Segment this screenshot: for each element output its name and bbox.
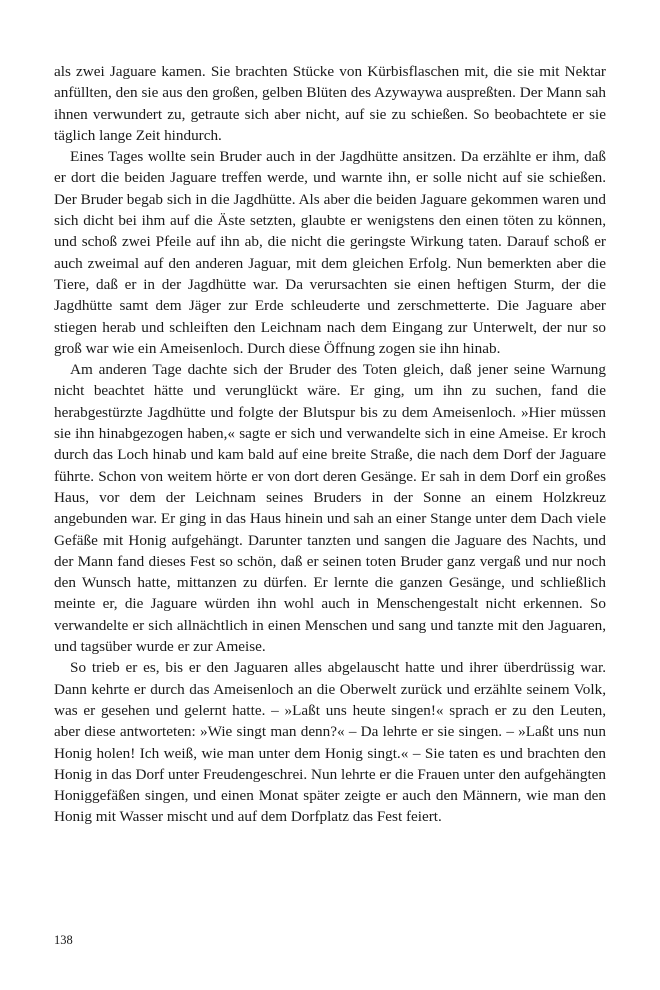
paragraph-2: Eines Tages wollte sein Bruder auch in der Jagdhütte ansitzen. Da erzählte er ihm, daß er dort die beiden Jaguare treffen werde, und warnte ihn, er solle nicht auf sie schießen. Der Bruder begab sich in die Jagdhütte. Als aber die beiden Jaguare gekommen waren und sich dicht bei ihm auf die Äste setzten, glaubte er wenigstens den einen töten zu können, und schoß zwei Pfeile auf ihn ab, die nicht die geringste Wirkung taten. Darauf schoß er auch zweimal auf den anderen Jaguar, mit dem gleichen Erfolg. Nun bemerkten aber die Tiere, daß er in der Jagdhütte war. Da verursachten sie einen heftigen Sturm, der die Jagdhütte samt dem Jäger zur Erde schleuderte und zerschmetterte. Die Jaguare aber stiegen herab und schleiften den Leichnam nach dem Eingang zur Unterwelt, der nur so groß war wie ein Ameisenloch. Durch diese Öffnung zogen sie ihn hinab. <box>54 148 606 357</box>
paragraph-3: Am anderen Tage dachte sich der Bruder des Toten gleich, daß jener seine Warnung nicht beachtet hätte und verunglückt wäre. Er ging, um ihn zu suchen, fand die herabgestürzte Jagdhütte und folgte der Blutspur bis zu dem Ameisenloch. »Hier müssen sie ihn hinabgezogen haben,« sagte er sich und verwandelte sich in eine Ameise. Er kroch durch das Loch hinab und kam bald auf eine breite Straße, die nach dem Dorf der Jaguare führte. Schon von weitem hörte er von dort deren Gesänge. Er sah in dem Dorf ein großes Haus, vor dem der Leichnam seines Bruders in der Sonne an einem Holzkreuz angebunden war. Er ging in das Haus hinein und sah an einer Stange unter dem Dach viele Gefäße mit Honig aufgehängt. Darunter tanzten und sangen die Jaguare des Nachts, und der Mann fand dieses Fest so schön, daß er seinen toten Bruder ganz vergaß und nur noch den Wunsch hatte, mittanzen zu dürfen. Er lernte die ganzen Gesänge, und schließlich meinte er, die Jaguare würden ihn wohl auch in Menschengestalt nicht erkennen. So verwandelte er sich allnächtlich in einen Menschen und sang und tanzte mit den Jaguaren, und tagsüber wurde er zur Ameise. <box>54 361 606 656</box>
page-number: 138 <box>54 933 73 947</box>
paragraph-1: als zwei Jaguare kamen. Sie brachten Stücke von Kürbisflaschen mit, die sie mit Nektar anfüllten, den sie aus den großen, gelben Blüten des Azywaywa ausprеßten. Der Mann sah ihnen verwundert zu, getraute sich aber nicht, auf sie zu schießen. So beobachtete er sie täglich lange Zeit hindurch. <box>54 63 606 144</box>
paragraph-4: So trieb er es, bis er den Jaguaren alles abgelauscht hatte und ihrer überdrüssig war. Dann kehrte er durch das Ameisenloch an die Oberwelt zurück und erzählte seinem Volk, was er gesehen und gelernt hatte. – »Laßt uns heute singen!« sprach er zu den Leuten, aber diese antworteten: »Wie singt man denn?« – Da lehrte er sie singen. – »Laßt uns nun Honig holen! Ich weiß, wie man unter dem Honig singt.« – Sie taten es und brachten den Honig in das Dorf unter Freudengeschrei. Nun lehrte er die Frauen unter den aufgehängten Honiggefäßen singen, und einen Monat später zeigte er auch den Männern, wie man den Honig mit Wasser mischt und auf dem Dorfplatz das Fest feiert. <box>54 659 606 826</box>
page-body <box>54 61 606 828</box>
